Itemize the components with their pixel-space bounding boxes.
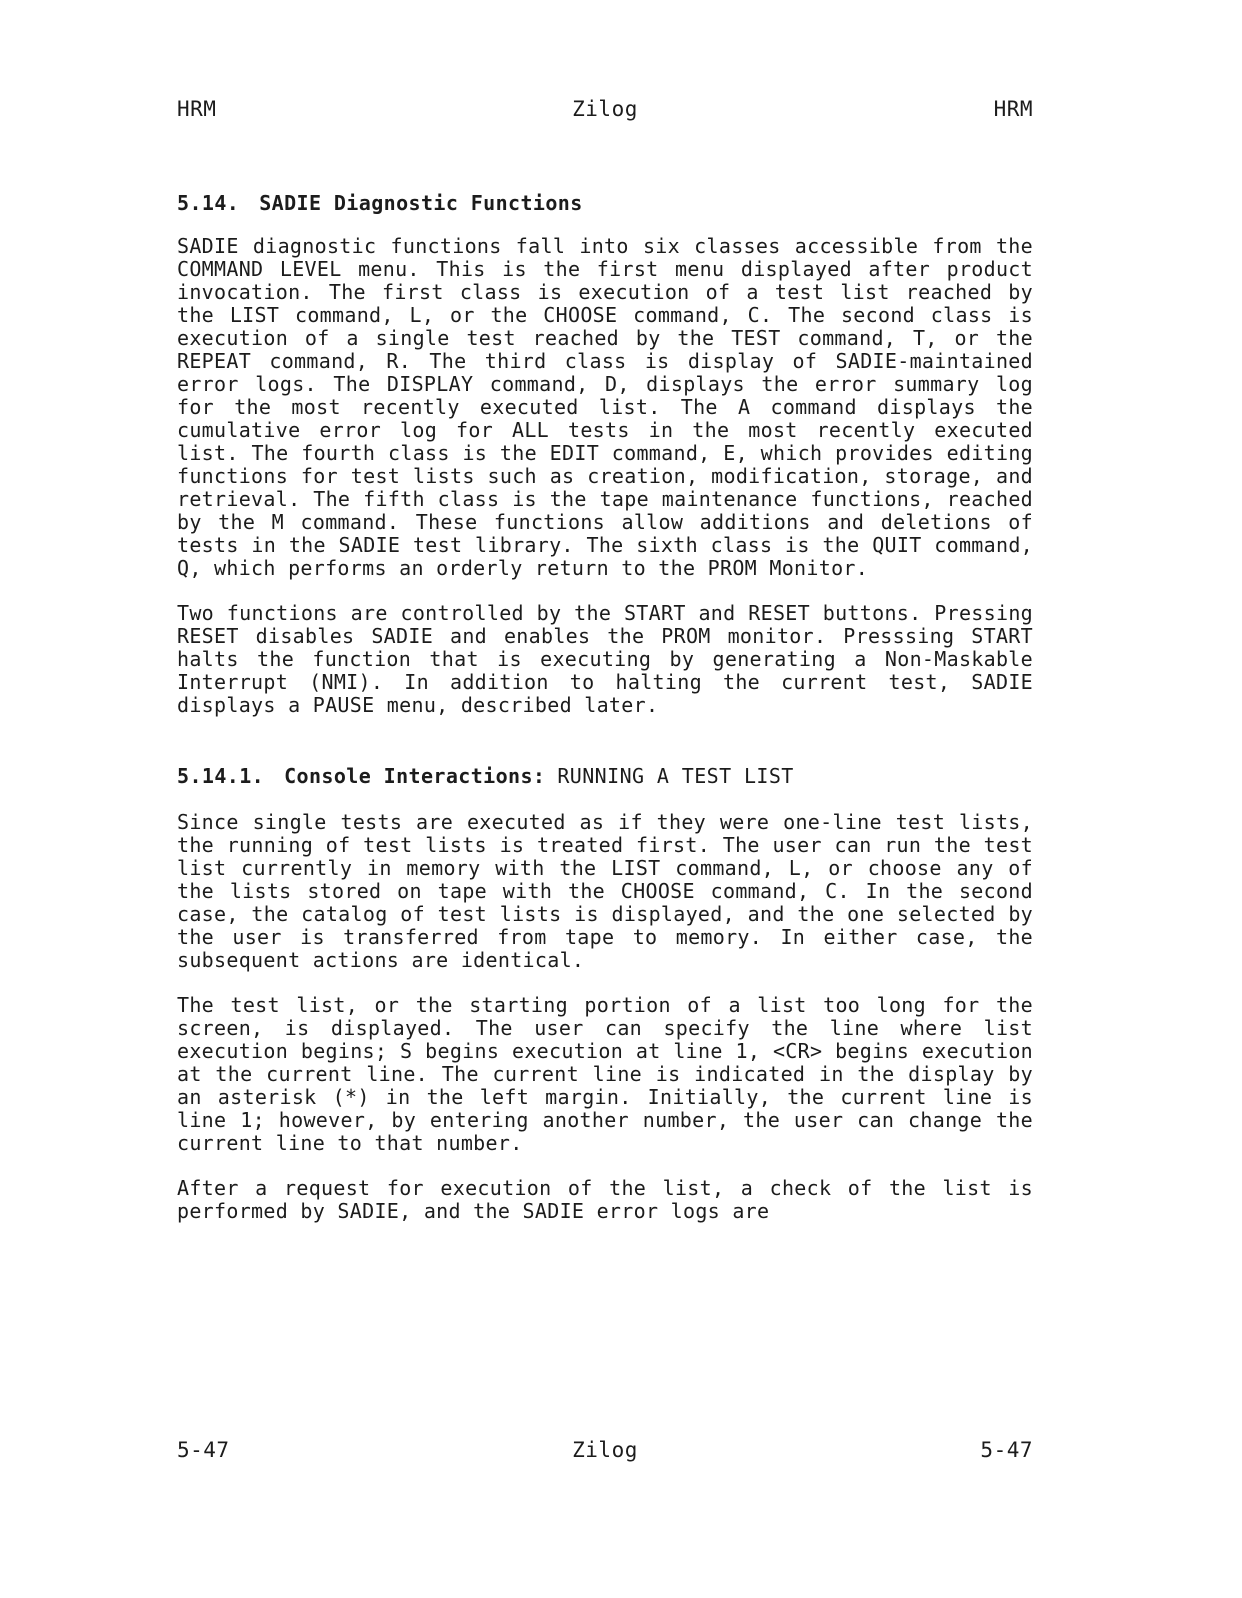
- subsection-title: Console Interactions:: [284, 764, 546, 788]
- page-header: [177, 97, 1033, 121]
- footer-center: Zilog: [572, 1438, 638, 1462]
- body-paragraph: Since single tests are executed as if they were one-line test lists, the running of test lists is treated first. The user can run the test list currently in memory with the LIST command, L, or choose any of the lists stored on tape with the CHOOSE command, C. In the second case, the catalog of test lists is displayed, and the one selected by the user is transferred from tape to memory. In either case, the subsequent actions are identical.: [177, 810, 1033, 972]
- body-paragraph: Two functions are controlled by the START and RESET buttons. Pressing RESET disables SADIE and enables the PROM monitor. Presssing START halts the function that is executing by generating a Non-Maskable Interrupt (NMI). In addition to halting the current test, SADIE displays a PAUSE menu, described later.: [177, 601, 1033, 717]
- subsection-number: 5.14.1.: [177, 764, 265, 788]
- subsection-subtitle: RUNNING A TEST LIST: [557, 764, 794, 788]
- subsection-heading: [177, 763, 1033, 789]
- section-heading: [177, 190, 1033, 216]
- footer-left: 5-47: [177, 1438, 230, 1462]
- page-footer: [177, 1438, 1033, 1462]
- header-center: Zilog: [572, 97, 638, 121]
- page-body: [177, 190, 1033, 1223]
- header-left: HRM: [177, 97, 217, 121]
- section-number: 5.14.: [177, 191, 240, 215]
- body-paragraph: The test list, or the starting portion of a list too long for the screen, is displayed. The user can specify the line where list execution begins; S begins execution at line 1, <CR> begins execution at the current line. The current line is indicated in the display by an asterisk (*) in the left margin. Initially, the current line is line 1; however, by entering another number, the user can change the current line to that number.: [177, 993, 1033, 1155]
- body-paragraph: After a request for execution of the list, a check of the list is performed by SADIE, and the SADIE error logs are: [177, 1176, 1033, 1223]
- footer-right: 5-47: [980, 1438, 1033, 1462]
- body-paragraph: SADIE diagnostic functions fall into six classes accessible from the COMMAND LEVEL menu. This is the first menu displayed after product invocation. The first class is execution of a test list reached by the LIST command, L, or the CHOOSE command, C. The second class is execution of a single test reached by the TEST command, T, or the REPEAT command, R. The third class is display of SADIE-maintained error logs. The DISPLAY command, D, displays the error summary log for the most recently executed list. The A command displays the cumulative error log for ALL tests in the most recently executed list. The fourth class is the EDIT command, E, which provides editing functions for test lists such as creation, modification, storage, and retrieval. The fifth class is the tape maintenance functions, reached by the M command. These functions allow additions and deletions of tests in the SADIE test library. The sixth class is the QUIT command, Q, which performs an orderly return to the PROM Monitor.: [177, 234, 1033, 580]
- header-right: HRM: [993, 97, 1033, 121]
- section-title: SADIE Diagnostic Functions: [259, 191, 583, 215]
